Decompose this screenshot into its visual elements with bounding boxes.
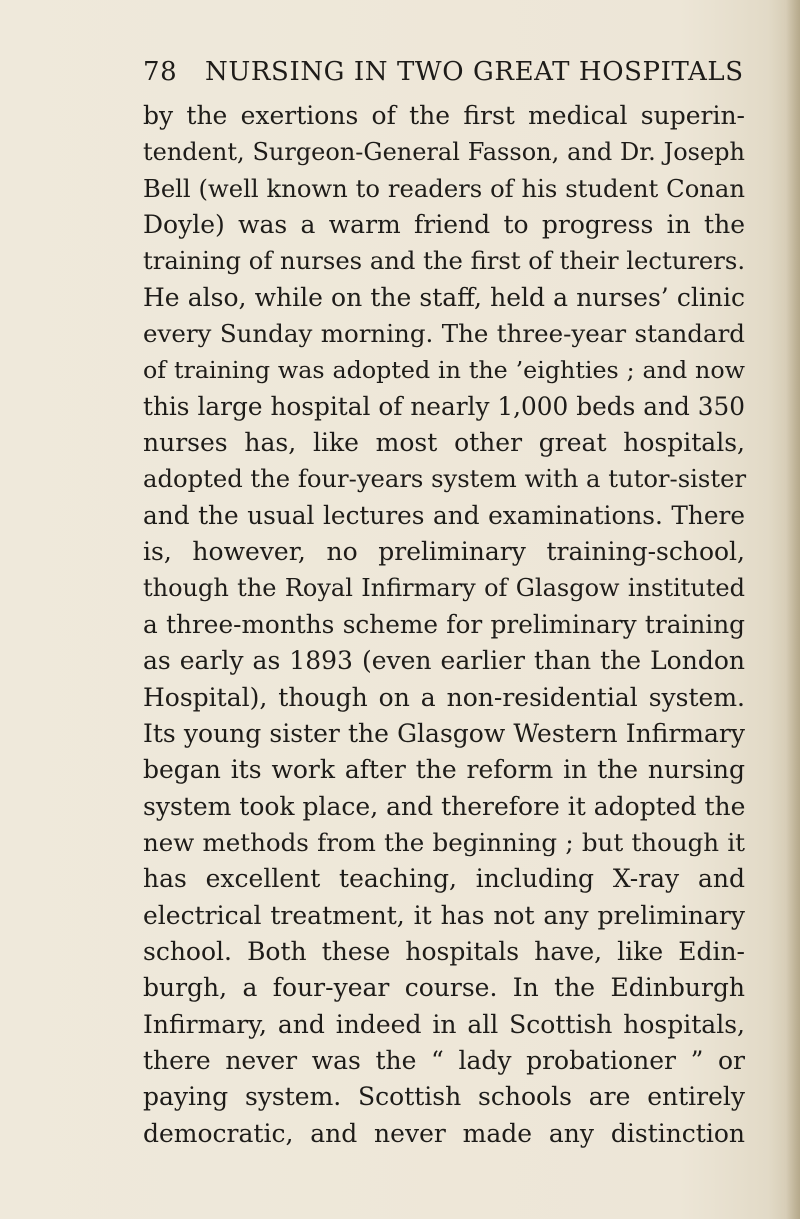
text-line: there never was the “ lady probationer ” or: [143, 1045, 745, 1075]
text-line: burgh, a four-year course. In the Edinburgh: [143, 973, 745, 1003]
text-line: Its young sister the Glasgow Western Infirmary: [143, 718, 745, 748]
text-line: Infirmary, and indeed in all Scottish hospitals,: [143, 1009, 745, 1039]
running-title: NURSING IN TWO GREAT HOSPITALS: [205, 57, 744, 87]
text-line: though the Royal Infirmary of Glasgow instituted: [143, 574, 745, 603]
running-header: [143, 57, 743, 97]
text-line: nurses has, like most other great hospitals,: [143, 428, 745, 458]
text-line: of training was adopted in the ’eighties ; and now: [143, 356, 745, 385]
text-line: by the exertions of the first medical superin-: [143, 101, 745, 130]
text-line: as early as 1893 (even earlier than the London: [143, 646, 745, 676]
text-line: system took place, and therefore it adopted the: [143, 791, 746, 821]
page-edge-shadow: [786, 0, 800, 1219]
text-line: began its work after the reform in the nursing: [143, 755, 745, 785]
text-line: Bell (well known to readers of his student Conan: [143, 173, 745, 203]
text-line: Hospital), though on a non-residential system.: [143, 682, 745, 712]
text-line: school. Both these hospitals have, like Edin-: [143, 936, 745, 966]
body-paragraph: [143, 98, 745, 1152]
text-line: this large hospital of nearly 1,000 beds and 350: [143, 391, 745, 421]
text-line: a three-months scheme for preliminary training: [143, 609, 745, 639]
text-line: Doyle) was a warm friend to progress in the: [143, 210, 745, 240]
text-line: He also, while on the staff, held a nurses’ clinic: [143, 282, 745, 312]
text-line: new methods from the beginning ; but though it: [143, 827, 745, 857]
text-line: training of nurses and the first of their lecturers.: [143, 246, 746, 276]
page-number: 78: [143, 57, 178, 87]
text-line: electrical treatment, it has not any preliminary: [143, 900, 745, 930]
text-line: adopted the four-years system with a tutor-sister: [143, 464, 747, 494]
text-line: democratic, and never made any distinction: [143, 1118, 745, 1148]
text-line: paying system. Scottish schools are entirely: [143, 1082, 745, 1112]
text-line: is, however, no preliminary training-school,: [143, 537, 745, 567]
text-line: and the usual lectures and examinations. There: [143, 500, 745, 530]
text-line: tendent, Surgeon-General Fasson, and Dr. Joseph: [143, 138, 745, 167]
text-line: every Sunday morning. The three-year standard: [143, 319, 745, 349]
text-line: has excellent teaching, including X-ray and: [143, 864, 745, 894]
